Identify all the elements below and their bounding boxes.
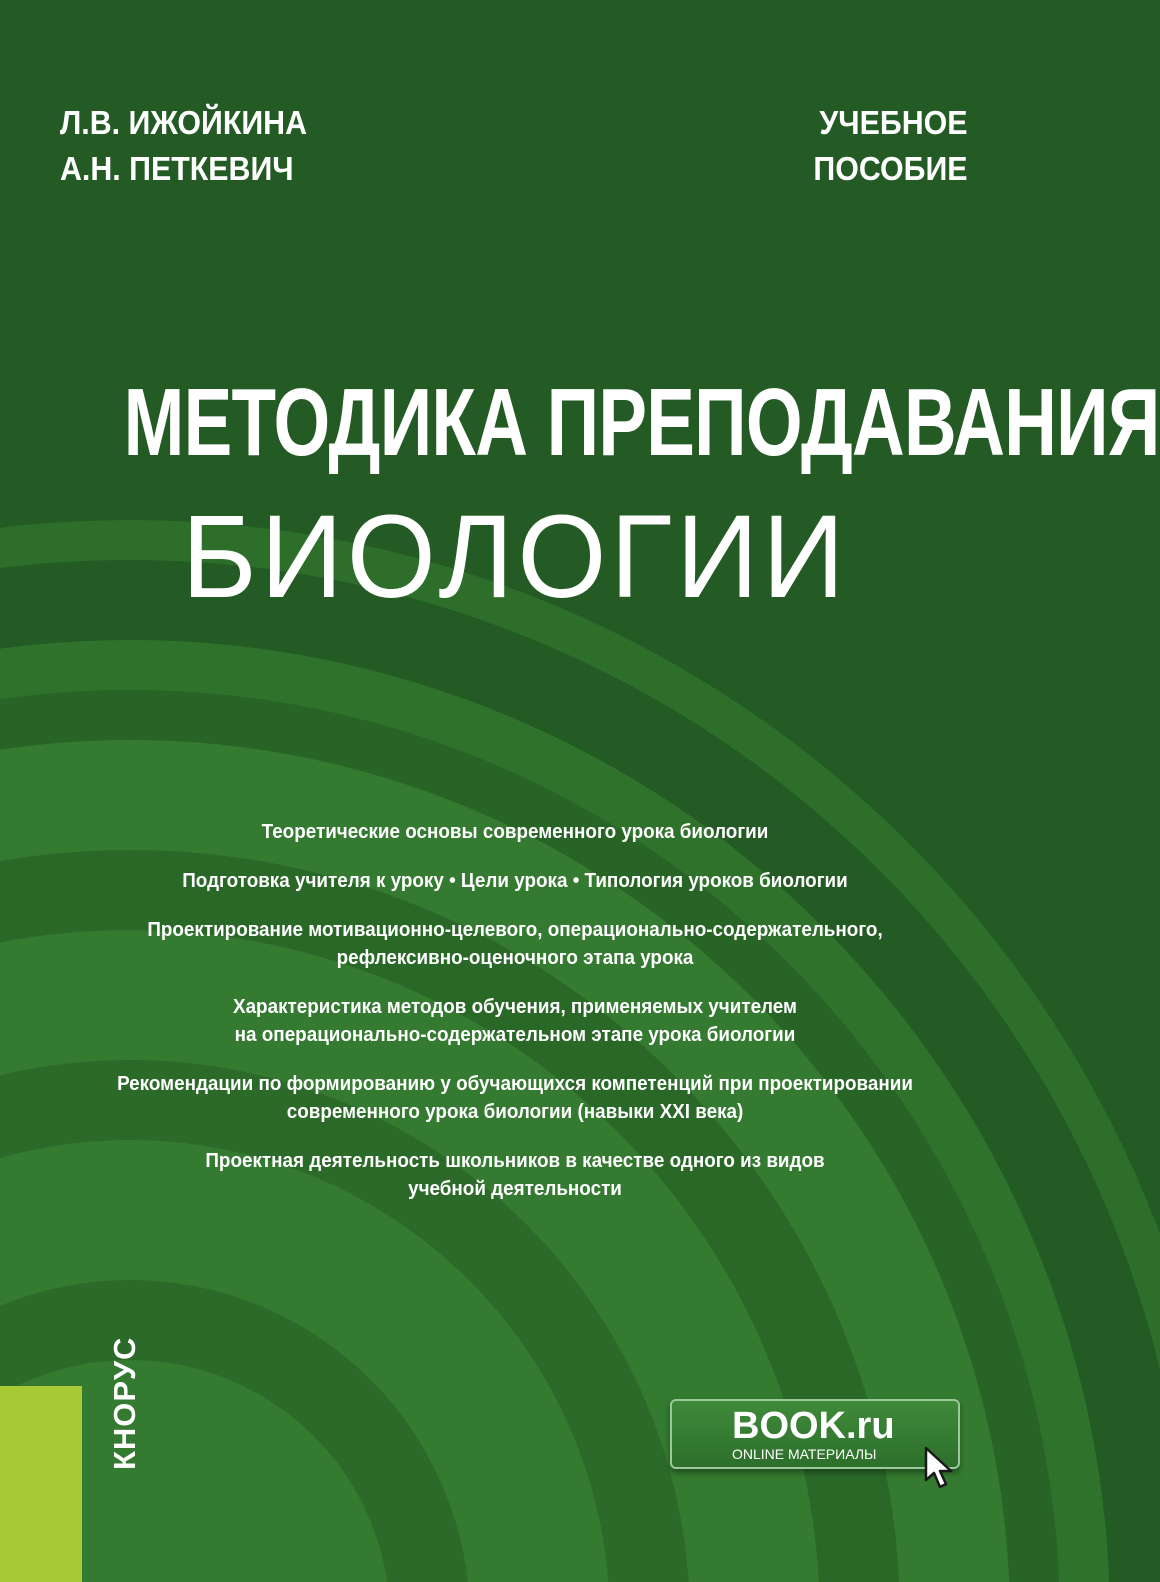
document-type-line-2: ПОСОБИЕ [813,150,968,187]
book-title-line-1: МЕТОДИКА ПРЕПОДАВАНИЯ [123,369,1160,476]
book-title-line-2: БИОЛОГИИ [181,491,849,623]
topic-item [78,993,952,1049]
topic-line: Характеристика методов обучения, применяемых учителем [232,995,797,1018]
topic-line: Подготовка учителя к уроку • Цели урока • Типология уроков биологии [182,869,848,892]
authors [60,100,307,192]
document-type [814,100,968,192]
topic-item [78,916,952,972]
topic-line: Проектирование мотивационно-целевого, операционально-содержательного, [147,918,883,941]
publisher-name: КНОРУС [107,1336,142,1470]
topic-item [78,1070,952,1126]
author-2: А.Н. ПЕТКЕВИЧ [60,150,294,187]
topic-line: Рекомендации по формированию у обучающихся компетенций при проектировании [117,1072,913,1095]
book-ru-title: BOOK.ru [732,1405,895,1447]
topic-item [78,867,952,895]
author-1: Л.В. ИЖОЙКИНА [60,104,308,141]
publisher-accent-band [0,1386,82,1582]
topics-list [40,818,990,1224]
topic-item [78,818,952,846]
topic-line: рефлексивно-оценочного этапа урока [336,946,694,969]
topic-line: на операционально-содержательном этапе урока биологии [234,1023,796,1046]
cursor-arrow-icon [924,1446,954,1490]
topic-line: Теоретические основы современного урока биологии [261,820,769,843]
topic-line: современного урока биологии (навыки XXI века) [286,1100,744,1123]
document-type-line-1: УЧЕБНОЕ [819,104,968,141]
topic-line: Проектная деятельность школьников в качестве одного из видов [205,1149,825,1172]
book-ru-badge[interactable] [670,1399,960,1469]
topic-item [78,1147,952,1203]
topic-line: учебной деятельности [408,1177,622,1200]
book-ru-subtitle: ONLINE МАТЕРИАЛЫ [732,1446,877,1462]
